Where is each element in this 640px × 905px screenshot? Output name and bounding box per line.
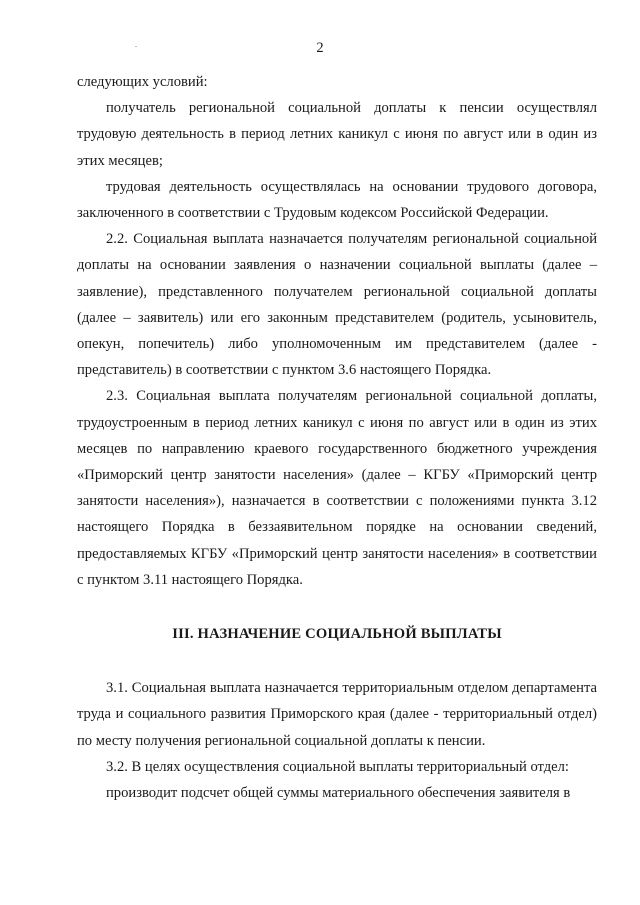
paragraph-3-1: 3.1. Социальная выплата назначается территориальным отделом департамента труда и социального развития Приморского края (далее - территориальный отдел) по месту получения региональной социальной доплаты к пенсии. [77, 680, 597, 749]
document-body [77, 69, 597, 806]
page-number: 2 [316, 40, 324, 56]
paragraph-2-3: 2.3. Социальная выплата получателям региональной социальной доплаты, трудоустроенным в период летних каникул с июня по август или в один из этих месяцев по направлению краевого государственного бюджетного учреждения «Приморский центр занятости населения» (далее – КГБУ «Приморский центр занятости населения»), назначается в соответствии с положениями пункта 3.12 настоящего Порядка в беззаявительном порядке на основании сведений, предоставляемых КГБУ «Приморский центр занятости населения» в соответствии с пунктом 3.11 настоящего Порядка. [77, 388, 597, 588]
paragraph-continuation: следующих условий: [77, 74, 208, 90]
paragraph-2-2: 2.2. Социальная выплата назначается получателям региональной социальной доплаты на основании заявления о назначении социальной выплаты (далее – заявление), представленного получателем региональной социальной доплаты (далее – заявитель) или его законным представителем (родитель, усыновитель, опекун, попечитель) либо уполномоченным им представителем (далее - представитель) в соответствии с пунктом 3.6 настоящего Порядка. [77, 231, 597, 379]
paragraph-3-2: 3.2. В целях осуществления социальной выплаты территориальный отдел: [106, 758, 569, 775]
section-heading: III. НАЗНАЧЕНИЕ СОЦИАЛЬНОЙ ВЫПЛАТЫ [172, 626, 502, 643]
paragraph-3-2-item: производит подсчет общей суммы материального обеспечения заявителя в [106, 785, 571, 802]
paragraph-condition-2: трудовая деятельность осуществлялась на основании трудового договора, заключенного в соответствии с Трудовым кодексом Российской Федерации. [77, 178, 597, 222]
paragraph-condition-1: получатель региональной социальной доплаты к пенсии осуществлял трудовую деятельность в период летних каникул с июня по август или в один из этих месяцев; [77, 100, 597, 169]
